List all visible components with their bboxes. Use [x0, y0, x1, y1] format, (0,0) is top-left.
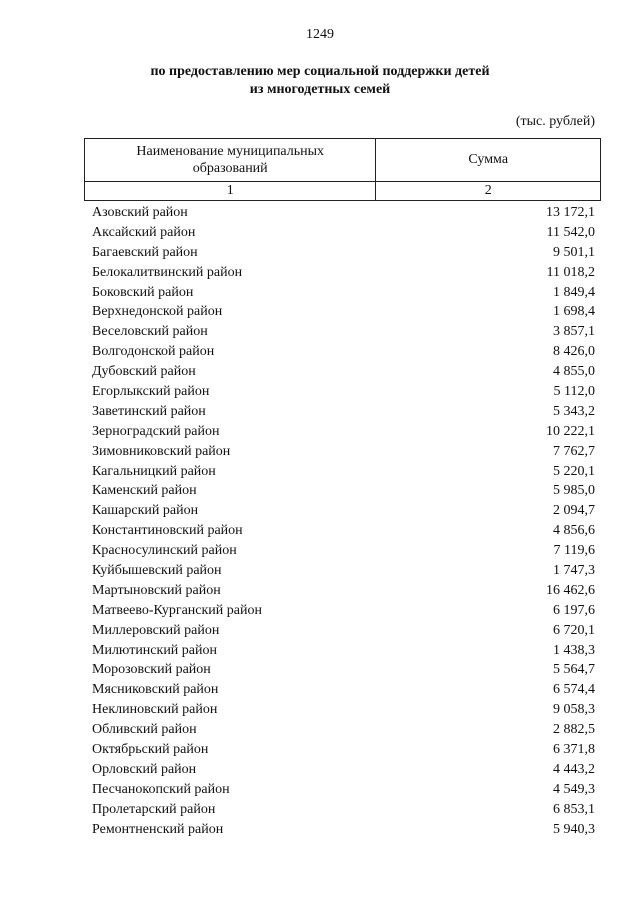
municipality-name: Верхнедонской район [92, 304, 223, 320]
municipality-name: Красносулинский район [92, 543, 237, 559]
amount-value: 11 018,2 [546, 264, 595, 280]
municipality-name: Егорлыкский район [92, 384, 210, 400]
table-row [92, 462, 595, 482]
table-row [92, 660, 595, 680]
table-row [92, 740, 595, 760]
municipality-name: Мясниковский район [92, 682, 219, 698]
table-row [92, 342, 595, 362]
amount-value: 7 119,6 [553, 543, 595, 559]
table-row [92, 521, 595, 541]
table-row [92, 322, 595, 342]
amount-value: 6 574,4 [553, 682, 595, 698]
header-name-line-2: образований [192, 161, 268, 176]
municipality-name: Куйбышевский район [92, 563, 222, 579]
table-row [92, 501, 595, 521]
municipality-name: Орловский район [92, 761, 197, 777]
amount-value: 4 856,6 [553, 523, 595, 539]
municipality-name: Пролетарский район [92, 801, 216, 817]
header-name [85, 139, 376, 182]
municipality-name: Каменский район [92, 483, 197, 499]
table-row [92, 402, 595, 422]
header-sum: Сумма [376, 139, 601, 182]
table-row [92, 800, 595, 820]
amount-value: 1 438,3 [553, 642, 595, 658]
amount-value: 9 501,1 [553, 244, 595, 260]
table-row [92, 481, 595, 501]
table-row [92, 362, 595, 382]
table-row [92, 780, 595, 800]
amount-value: 3 857,1 [553, 324, 595, 340]
amount-value: 4 855,0 [553, 364, 595, 380]
column-number-2: 2 [376, 182, 601, 201]
table-row [92, 621, 595, 641]
table-row [92, 581, 595, 601]
municipality-name: Константиновский район [92, 523, 243, 539]
municipality-name: Октябрьский район [92, 742, 209, 758]
table-row [92, 700, 595, 720]
amount-value: 9 058,3 [553, 702, 595, 718]
municipality-name: Зерноградский район [92, 423, 220, 439]
municipality-name: Белокалитвинский район [92, 264, 243, 280]
document-title [0, 63, 640, 99]
municipality-name: Морозовский район [92, 662, 211, 678]
amount-value: 6 371,8 [553, 742, 595, 758]
table-row [92, 283, 595, 303]
table-row [92, 382, 595, 402]
municipality-name: Дубовский район [92, 364, 196, 380]
table-row [92, 223, 595, 243]
amount-value: 5 985,0 [553, 483, 595, 499]
municipality-name: Азовский район [92, 205, 188, 220]
municipality-name: Песчанокопский район [92, 781, 230, 797]
amount-value: 5 112,0 [553, 384, 595, 400]
table-row [92, 601, 595, 621]
municipality-name: Обливский район [92, 722, 197, 738]
table-row [92, 641, 595, 661]
amount-value: 5 564,7 [553, 662, 595, 678]
table-row [92, 422, 595, 442]
amount-value: 11 542,0 [546, 224, 595, 240]
amount-value: 5 940,3 [553, 821, 595, 837]
table-row [92, 541, 595, 561]
municipality-name: Волгодонской район [92, 344, 215, 360]
municipality-name: Миллеровский район [92, 622, 220, 638]
table-row [92, 561, 595, 581]
municipality-name: Мартыновский район [92, 582, 221, 598]
units-label: (тыс. рублей) [515, 114, 595, 129]
amount-value: 5 220,1 [553, 463, 595, 479]
municipality-name: Аксайский район [92, 224, 196, 240]
municipality-name: Неклиновский район [92, 702, 218, 718]
amount-value: 7 762,7 [553, 443, 595, 459]
amount-value: 4 549,3 [553, 781, 595, 797]
municipality-name: Кагальницкий район [92, 463, 216, 479]
municipality-name: Веселовский район [92, 324, 208, 340]
table-row [92, 760, 595, 780]
table-row [92, 442, 595, 462]
table-row [92, 302, 595, 322]
table-body [92, 203, 595, 840]
amount-value: 1 747,3 [553, 563, 595, 579]
table-row [92, 263, 595, 283]
municipality-name: Кашарский район [92, 503, 199, 519]
amount-value: 8 426,0 [553, 344, 595, 360]
amount-value: 4 443,2 [553, 761, 595, 777]
amount-value: 6 853,1 [553, 801, 595, 817]
amount-value: 10 222,1 [546, 423, 595, 439]
header-name-line-1: Наименование муниципальных [136, 144, 325, 159]
column-number-1: 1 [85, 182, 376, 201]
table-row [92, 243, 595, 263]
title-line-1: по предоставлению мер социальной поддержки детей [150, 64, 490, 79]
amount-value: 6 197,6 [553, 602, 595, 618]
table-row [92, 820, 595, 840]
amount-value: 1 698,4 [553, 304, 595, 320]
municipality-name: Боковский район [92, 284, 194, 300]
amount-value: 5 343,2 [553, 403, 595, 419]
amount-value: 16 462,6 [546, 582, 595, 598]
table-header [84, 138, 601, 201]
municipality-name: Ремонтненский район [92, 821, 224, 837]
municipality-name: Заветинский район [92, 403, 206, 419]
amount-value: 2 094,7 [553, 503, 595, 519]
municipality-name: Матвеево-Курганский район [92, 602, 262, 618]
table-row [92, 680, 595, 700]
municipality-name: Багаевский район [92, 244, 198, 260]
amount-value: 1 849,4 [553, 284, 595, 300]
amount-value: 6 720,1 [553, 622, 595, 638]
amount-value: 2 882,5 [553, 722, 595, 738]
table-row [92, 203, 595, 223]
municipality-name: Милютинский район [92, 642, 218, 658]
table-row [92, 720, 595, 740]
municipality-name: Зимовниковский район [92, 443, 231, 459]
title-line-2: из многодетных семей [249, 82, 391, 97]
page-number: 1249 [306, 27, 334, 42]
amount-value: 13 172,1 [546, 205, 595, 220]
